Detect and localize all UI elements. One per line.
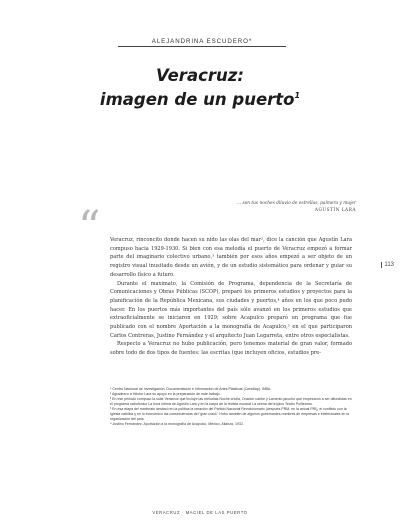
title-line-1: Veracruz: — [156, 66, 244, 85]
quote-mark-decoration: “ — [78, 202, 101, 253]
title-line-2 — [80, 86, 320, 110]
footnotes — [110, 387, 354, 427]
title-footnote-marker: 1 — [294, 91, 301, 100]
page-number: 113 — [381, 262, 394, 268]
body-paragraph-1: Veracruz, rinconcito donde hacen su nido las olas del mar², dice la canción que Agustín Lara compuso hacia 1929-1930. Si bien con esa melodía el puerto de Veracruz empezó a formar parte del imaginario colectivo urbano,³ también por esos años empezó a ser objeto de un registro visual inusitado desde un avión, y de un estudio sistemático para ordenar y guiar su desarrollo físico a futuro. — [110, 237, 352, 278]
footnote: ⁴ Justino Fernández, Aportación a la monografía de Acapulco, México, Alianza, 1932. — [110, 422, 244, 427]
epigraph-text: ... son tus noches diluvio de estrellas, palmera y mujer — [237, 201, 356, 206]
title-line-2-text: imagen de un puerto — [99, 90, 295, 109]
body-paragraph-3: Respecto a Veracruz no hubo publicación, pero tenemos material de gran valor, formado sobre todo de dos tipos de fuentes: las escritas (que incluyen oficios, estudios pre- — [110, 341, 352, 357]
author-header: ALEJANDRINA ESCUDERO* — [118, 38, 286, 47]
article-body — [110, 236, 352, 358]
epigraph-source: AGUSTÍN LARA — [314, 208, 356, 213]
page-footer: VERACRUZ · MACIEL DE LAS PUERTO — [152, 510, 248, 515]
footnote: ² En ese periodo compuso la suite Veracruz que incluye las melodías Noche criolla, Oración caribe y Lamento jarocho que empezaron a ser difundidas en el programa radiofónico La hora íntima de Agustín Lara y en la carpa de la revista musical La sirena del trópico Teatro Politeama. — [110, 397, 352, 407]
footnote: * Centro Nacional de Investigación, Documentación e Información de Artes Plásticas (Cenidiap), INBA. — [110, 387, 272, 391]
epigraph — [237, 200, 356, 214]
article-title — [80, 66, 320, 110]
footnote: ¹ Agradezco a Héctor Lara su apoyo en la preparación de este trabajo. — [110, 392, 221, 397]
body-paragraph-2: Durante el maximato, la Comisión de Programa, dependencia de la Secretaría de Comunicaciones y Obras Públicas (SCOP), preparó los primeros estudios y proyectos para la planificación de la República Mexicana, sus ciudades y puertos,⁴ años en los que poco pudo hacer. En los puertos más importantes del país sólo avanzó en los primeros estudios que extraoficialmente se iniciaron en 1929; sobre Acapulco preparó un programa que fue publicado con el nombre Aportación a la monografía de Acapulco,⁵ en el que participaron Carlos Contreras, Justino Fernández y el arquitecto Juan Legarreta, entre otros especialistas. — [110, 280, 352, 339]
footnote: ³ En esa etapa del maximato destacó en la política la creación del Partido Nacional Revolucionario (después PRM, en la actual PRI), el conflicto con la Iglesia católica y en lo económico las consecuencias del 'gran crack'. Hubo también de algunos gobernantes nombres de empresas e intelectuales en la organización del país. — [110, 407, 350, 422]
